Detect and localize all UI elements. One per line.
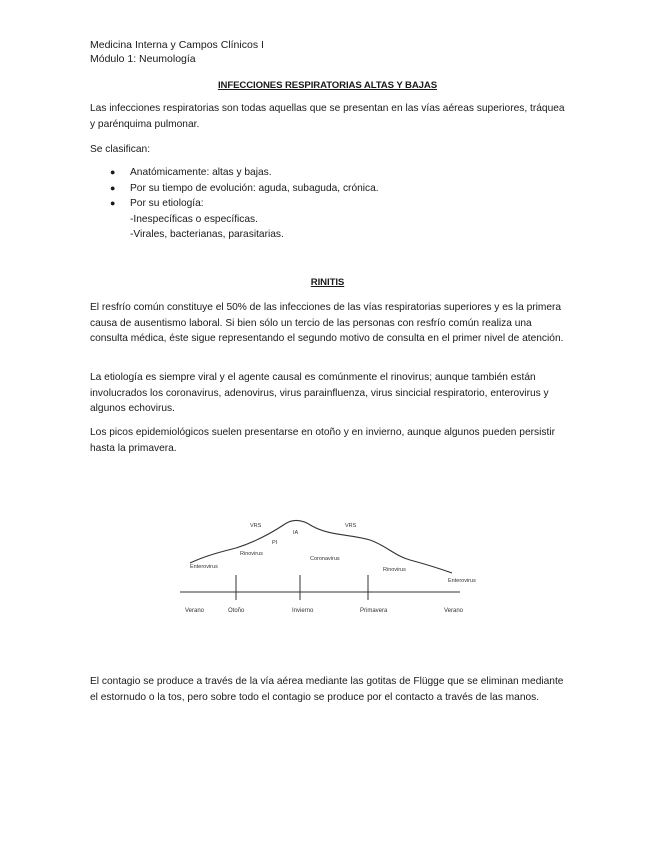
sub-item: -Virales, bacterianas, parasitarias. [130,229,284,241]
virus-label: Rinovirus [240,551,263,557]
list-item [90,165,570,181]
virus-label: Rinovirus [383,567,406,573]
intro-paragraph: Las infecciones respiratorias son todas aquellas que se presentan en las vías aéreas superiores, tráquea y parénquima pulmonar. [90,103,565,130]
section-title-infecciones: INFECCIONES RESPIRATORIAS ALTAS Y BAJAS [217,80,438,91]
virus-label: Enterovirus [448,578,476,584]
list-item-text: Anatómicamente: altas y bajas. [130,167,272,178]
sub-item: -Inespecíficas o específicas. [130,213,258,225]
header-course: Medicina Interna y Campos Clínicos I [90,39,264,51]
section-title-rinitis: RINITIS [310,277,345,288]
season-label: Invierno [292,608,314,614]
season-label: Primavera [360,608,388,614]
season-label: Verano [444,608,464,614]
bullet-icon: ● [110,182,116,193]
paragraph-resfrio: El resfrío común constituye el 50% de las infecciones de las vías respiratorias superiores y es la primera causa de ausentismo laboral. Si bien sólo un tercio de las personas con resfrío común realiza una consulta médica, éste sigue representando el segundo motivo de consulta en el primer nivel de atención. [90,302,564,345]
header-module: Módulo 1: Neumología [90,53,196,65]
incidence-curve [190,520,452,573]
list-item [90,181,570,197]
bullet-icon: ● [110,167,116,177]
paragraph-contagio: El contagio se produce a través de la vía aérea mediante las gotitas de Flügge que se eliminan mediante el estornudo o la tos, pero sobre todo el contagio se produce por el contacto a través de las manos. [90,676,564,703]
list-item-text: Por su tiempo de evolución: aguda, subaguda, crónica. [130,182,379,194]
virus-label: Coronavirus [310,556,340,562]
virus-label: VRS [250,523,262,529]
virus-label: Enterovirus [190,564,218,570]
season-label: Otoño [228,608,245,614]
virus-label: VRS [345,523,357,529]
virus-label: PI [272,540,278,546]
list-item [90,196,570,243]
paragraph-picos: Los picos epidemiológicos suelen presentarse en otoño y en invierno, aunque algunos pueden persistir hasta la primavera. [90,427,555,454]
classification-list [90,165,570,243]
classify-label: Se clasifican: [90,144,151,155]
list-item-text: Por su etiología: [130,198,204,210]
paragraph-etiologia: La etiología es siempre viral y el agente causal es comúnmente el rinovirus; aunque también están involucrados los coronavirus, adenovirus, virus parainfluenza, virus sincicial respiratorio, enterovirus y algunos echovirus. [90,372,549,415]
virus-label: IA [293,530,299,536]
season-label: Verano [185,608,205,614]
bullet-icon: ● [110,198,116,209]
